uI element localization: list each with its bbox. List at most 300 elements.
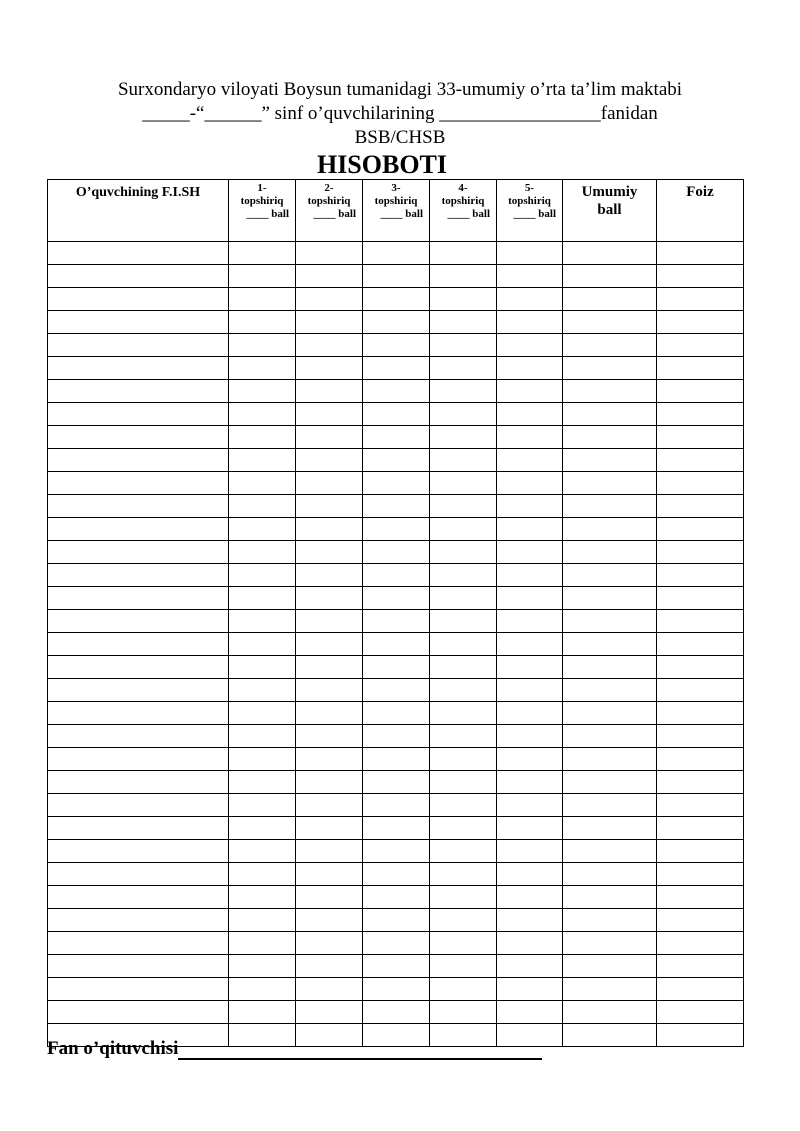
header-student-name: O’quvchining F.I.SH — [48, 180, 229, 242]
table-cell[interactable] — [296, 1001, 363, 1024]
table-cell[interactable] — [657, 955, 744, 978]
table-cell[interactable] — [657, 288, 744, 311]
table-cell[interactable] — [430, 380, 497, 403]
table-cell[interactable] — [296, 748, 363, 771]
table-cell[interactable] — [563, 334, 657, 357]
table-cell[interactable] — [563, 541, 657, 564]
table-cell[interactable] — [229, 633, 296, 656]
table-cell[interactable] — [363, 633, 430, 656]
table-cell[interactable] — [296, 449, 363, 472]
table-cell[interactable] — [497, 679, 563, 702]
table-cell[interactable] — [563, 978, 657, 1001]
table-cell[interactable] — [363, 817, 430, 840]
table-cell[interactable] — [48, 495, 229, 518]
table-cell[interactable] — [497, 955, 563, 978]
table-cell[interactable] — [497, 610, 563, 633]
table-cell[interactable] — [48, 518, 229, 541]
table-row — [48, 541, 744, 564]
table-cell[interactable] — [229, 725, 296, 748]
table-cell[interactable] — [563, 702, 657, 725]
table-cell[interactable] — [48, 587, 229, 610]
table-cell[interactable] — [657, 633, 744, 656]
table-cell[interactable] — [497, 909, 563, 932]
header-total-score — [563, 180, 657, 242]
table-cell[interactable] — [563, 817, 657, 840]
table-cell[interactable] — [563, 955, 657, 978]
table-cell[interactable] — [363, 725, 430, 748]
table-cell[interactable] — [430, 288, 497, 311]
table-cell[interactable] — [430, 633, 497, 656]
table-cell[interactable] — [563, 794, 657, 817]
table-cell[interactable] — [563, 771, 657, 794]
table-cell[interactable] — [229, 886, 296, 909]
table-cell[interactable] — [657, 725, 744, 748]
table-cell[interactable] — [430, 449, 497, 472]
table-cell[interactable] — [563, 449, 657, 472]
table-cell[interactable] — [229, 242, 296, 265]
table-cell[interactable] — [48, 840, 229, 863]
table-cell[interactable] — [657, 265, 744, 288]
table-cell[interactable] — [563, 357, 657, 380]
table-cell[interactable] — [229, 495, 296, 518]
table-cell[interactable] — [563, 288, 657, 311]
table-cell[interactable] — [296, 380, 363, 403]
table-cell[interactable] — [497, 403, 563, 426]
table-cell[interactable] — [497, 725, 563, 748]
task-score: ____ ball — [246, 208, 289, 220]
task-number: 5- — [524, 182, 535, 194]
table-cell[interactable] — [48, 978, 229, 1001]
table-cell[interactable] — [296, 472, 363, 495]
table-cell[interactable] — [563, 932, 657, 955]
table-cell[interactable] — [229, 472, 296, 495]
table-cell[interactable] — [657, 518, 744, 541]
table-cell[interactable] — [229, 978, 296, 1001]
table-cell[interactable] — [363, 909, 430, 932]
table-cell[interactable] — [430, 426, 497, 449]
table-cell[interactable] — [363, 242, 430, 265]
table-cell[interactable] — [296, 863, 363, 886]
table-cell[interactable] — [48, 380, 229, 403]
table-cell[interactable] — [48, 909, 229, 932]
table-cell[interactable] — [363, 288, 430, 311]
table-cell[interactable] — [430, 679, 497, 702]
table-cell[interactable] — [563, 1024, 657, 1047]
table-cell[interactable] — [657, 702, 744, 725]
table-cell[interactable] — [657, 817, 744, 840]
task-number: 4- — [458, 182, 468, 194]
table-cell[interactable] — [296, 564, 363, 587]
table-cell[interactable] — [48, 610, 229, 633]
table-cell[interactable] — [563, 472, 657, 495]
table-cell[interactable] — [363, 863, 430, 886]
task-word: topshiriq — [508, 195, 551, 207]
assessment-type: BSB/CHSB — [354, 127, 446, 148]
table-cell[interactable] — [430, 817, 497, 840]
table-cell[interactable] — [296, 817, 363, 840]
task-number: 3- — [391, 182, 401, 194]
table-cell[interactable] — [563, 840, 657, 863]
table-cell[interactable] — [296, 610, 363, 633]
table-cell[interactable] — [229, 679, 296, 702]
signature-blank[interactable] — [178, 1038, 542, 1060]
table-cell[interactable] — [657, 932, 744, 955]
table-cell[interactable] — [48, 564, 229, 587]
table-cell[interactable] — [296, 679, 363, 702]
table-cell[interactable] — [657, 748, 744, 771]
table-cell[interactable] — [430, 518, 497, 541]
table-cell[interactable] — [430, 771, 497, 794]
table-cell[interactable] — [430, 472, 497, 495]
table-cell[interactable] — [563, 679, 657, 702]
table-cell[interactable] — [48, 886, 229, 909]
table-cell[interactable] — [229, 449, 296, 472]
table-cell[interactable] — [363, 426, 430, 449]
table-cell[interactable] — [563, 265, 657, 288]
table-cell[interactable] — [363, 518, 430, 541]
table-cell[interactable] — [48, 288, 229, 311]
table-cell[interactable] — [497, 633, 563, 656]
table-cell[interactable] — [229, 541, 296, 564]
table-cell[interactable] — [563, 1001, 657, 1024]
table-cell[interactable] — [363, 771, 430, 794]
table-cell[interactable] — [229, 771, 296, 794]
table-cell[interactable] — [657, 334, 744, 357]
table-cell[interactable] — [657, 909, 744, 932]
table-cell[interactable] — [430, 564, 497, 587]
table-cell[interactable] — [229, 265, 296, 288]
table-cell[interactable] — [657, 1001, 744, 1024]
table-cell[interactable] — [657, 656, 744, 679]
table-cell[interactable] — [657, 886, 744, 909]
table-cell[interactable] — [430, 978, 497, 1001]
table-cell[interactable] — [48, 794, 229, 817]
table-cell[interactable] — [430, 909, 497, 932]
table-cell[interactable] — [657, 771, 744, 794]
table-cell[interactable] — [296, 587, 363, 610]
table-cell[interactable] — [430, 403, 497, 426]
teacher-label: Fan o’qituvchisi — [47, 1038, 179, 1059]
table-cell[interactable] — [363, 702, 430, 725]
table-cell[interactable] — [657, 357, 744, 380]
table-cell[interactable] — [497, 380, 563, 403]
table-cell[interactable] — [657, 426, 744, 449]
table-cell[interactable] — [497, 840, 563, 863]
table-cell[interactable] — [497, 656, 563, 679]
table-cell[interactable] — [563, 886, 657, 909]
table-cell[interactable] — [363, 978, 430, 1001]
table-cell[interactable] — [296, 495, 363, 518]
table-cell[interactable] — [48, 679, 229, 702]
task-score: ____ ball — [313, 208, 356, 220]
table-cell[interactable] — [296, 794, 363, 817]
table-cell[interactable] — [296, 311, 363, 334]
table-cell[interactable] — [363, 610, 430, 633]
table-cell[interactable] — [229, 656, 296, 679]
table-cell[interactable] — [657, 978, 744, 1001]
table-cell[interactable] — [563, 380, 657, 403]
table-cell[interactable] — [497, 932, 563, 955]
table-cell[interactable] — [430, 656, 497, 679]
table-cell[interactable] — [363, 495, 430, 518]
table-cell[interactable] — [229, 863, 296, 886]
table-cell[interactable] — [430, 886, 497, 909]
table-cell[interactable] — [497, 794, 563, 817]
table-cell[interactable] — [296, 771, 363, 794]
table-row — [48, 725, 744, 748]
table-cell[interactable] — [430, 541, 497, 564]
table-cell[interactable] — [229, 840, 296, 863]
table-row — [48, 311, 744, 334]
table-cell[interactable] — [48, 334, 229, 357]
total-label-1: Umumiy — [581, 184, 638, 200]
table-cell[interactable] — [296, 725, 363, 748]
table-cell[interactable] — [296, 840, 363, 863]
table-cell[interactable] — [497, 886, 563, 909]
table-cell[interactable] — [48, 863, 229, 886]
table-cell[interactable] — [363, 449, 430, 472]
table-cell[interactable] — [657, 403, 744, 426]
table-cell[interactable] — [497, 564, 563, 587]
table-cell[interactable] — [657, 541, 744, 564]
table-cell[interactable] — [363, 587, 430, 610]
table-cell[interactable] — [48, 748, 229, 771]
table-cell[interactable] — [497, 449, 563, 472]
table-row — [48, 633, 744, 656]
table-cell[interactable] — [430, 610, 497, 633]
table-cell[interactable] — [497, 748, 563, 771]
table-cell[interactable] — [497, 518, 563, 541]
table-cell[interactable] — [563, 656, 657, 679]
table-cell[interactable] — [363, 932, 430, 955]
table-cell[interactable] — [657, 863, 744, 886]
table-row — [48, 748, 744, 771]
table-row — [48, 771, 744, 794]
table-cell[interactable] — [48, 472, 229, 495]
table-cell[interactable] — [296, 932, 363, 955]
school-heading-line: Surxondaryo viloyati Boysun tumanidagi 33-umumiy o’rta ta’lim maktabi — [117, 79, 683, 100]
table-cell[interactable] — [430, 955, 497, 978]
table-cell[interactable] — [563, 587, 657, 610]
table-cell[interactable] — [363, 656, 430, 679]
table-cell[interactable] — [48, 633, 229, 656]
table-cell[interactable] — [229, 518, 296, 541]
table-cell[interactable] — [363, 886, 430, 909]
table-cell[interactable] — [48, 449, 229, 472]
table-cell[interactable] — [229, 564, 296, 587]
table-cell[interactable] — [563, 311, 657, 334]
table-cell[interactable] — [657, 587, 744, 610]
table-cell[interactable] — [229, 748, 296, 771]
table-cell[interactable] — [363, 794, 430, 817]
table-cell[interactable] — [430, 334, 497, 357]
table-cell[interactable] — [430, 265, 497, 288]
table-cell[interactable] — [563, 242, 657, 265]
table-cell[interactable] — [657, 472, 744, 495]
table-cell[interactable] — [229, 288, 296, 311]
table-cell[interactable] — [48, 771, 229, 794]
table-cell[interactable] — [430, 1001, 497, 1024]
table-cell[interactable] — [48, 541, 229, 564]
table-cell[interactable] — [657, 380, 744, 403]
table-cell[interactable] — [657, 311, 744, 334]
table-cell[interactable] — [296, 978, 363, 1001]
table-cell[interactable] — [497, 702, 563, 725]
table-cell[interactable] — [296, 242, 363, 265]
table-cell[interactable] — [430, 587, 497, 610]
table-cell[interactable] — [563, 748, 657, 771]
table-cell[interactable] — [497, 541, 563, 564]
task-score: ____ ball — [513, 208, 556, 220]
table-cell[interactable] — [563, 495, 657, 518]
table-cell[interactable] — [363, 403, 430, 426]
table-cell[interactable] — [363, 541, 430, 564]
table-cell[interactable] — [296, 357, 363, 380]
table-cell[interactable] — [657, 564, 744, 587]
table-cell[interactable] — [363, 334, 430, 357]
table-cell[interactable] — [363, 955, 430, 978]
table-cell[interactable] — [657, 449, 744, 472]
table-cell[interactable] — [296, 886, 363, 909]
table-cell[interactable] — [363, 1001, 430, 1024]
table-cell[interactable] — [48, 817, 229, 840]
table-cell[interactable] — [497, 334, 563, 357]
table-cell[interactable] — [48, 311, 229, 334]
table-row — [48, 909, 744, 932]
table-cell[interactable] — [229, 909, 296, 932]
table-cell[interactable] — [497, 472, 563, 495]
table-cell[interactable] — [296, 426, 363, 449]
table-cell[interactable] — [363, 679, 430, 702]
table-cell[interactable] — [430, 748, 497, 771]
table-cell[interactable] — [563, 564, 657, 587]
table-cell[interactable] — [229, 702, 296, 725]
table-cell[interactable] — [48, 265, 229, 288]
table-cell[interactable] — [497, 265, 563, 288]
table-cell[interactable] — [657, 679, 744, 702]
table-cell[interactable] — [229, 357, 296, 380]
table-cell[interactable] — [497, 242, 563, 265]
table-cell[interactable] — [48, 702, 229, 725]
table-cell[interactable] — [430, 311, 497, 334]
table-cell[interactable] — [48, 656, 229, 679]
table-cell[interactable] — [563, 725, 657, 748]
table-cell[interactable] — [296, 265, 363, 288]
table-cell[interactable] — [296, 909, 363, 932]
table-cell[interactable] — [229, 380, 296, 403]
table-cell[interactable] — [229, 311, 296, 334]
table-cell[interactable] — [48, 403, 229, 426]
table-cell[interactable] — [363, 748, 430, 771]
table-cell[interactable] — [229, 403, 296, 426]
table-cell[interactable] — [296, 633, 363, 656]
table-cell[interactable] — [48, 242, 229, 265]
table-cell[interactable] — [430, 840, 497, 863]
table-cell[interactable] — [430, 932, 497, 955]
table-cell[interactable] — [657, 840, 744, 863]
table-cell[interactable] — [229, 426, 296, 449]
table-cell[interactable] — [430, 702, 497, 725]
table-cell[interactable] — [296, 702, 363, 725]
table-cell[interactable] — [363, 357, 430, 380]
table-cell[interactable] — [229, 334, 296, 357]
table-cell[interactable] — [657, 794, 744, 817]
table-cell[interactable] — [363, 840, 430, 863]
table-cell[interactable] — [363, 311, 430, 334]
table-cell[interactable] — [497, 587, 563, 610]
table-cell[interactable] — [229, 794, 296, 817]
table-cell[interactable] — [430, 794, 497, 817]
table-cell[interactable] — [363, 472, 430, 495]
table-cell[interactable] — [296, 334, 363, 357]
table-cell[interactable] — [657, 1024, 744, 1047]
task-word: topshiriq — [374, 195, 418, 207]
table-cell[interactable] — [229, 955, 296, 978]
table-cell[interactable] — [48, 725, 229, 748]
task-number: 1- — [257, 182, 267, 194]
table-cell[interactable] — [48, 932, 229, 955]
header-task-3 — [363, 180, 430, 242]
table-cell[interactable] — [48, 955, 229, 978]
table-cell[interactable] — [497, 288, 563, 311]
table-cell[interactable] — [563, 863, 657, 886]
table-cell[interactable] — [497, 771, 563, 794]
table-cell[interactable] — [229, 1001, 296, 1024]
table-cell[interactable] — [497, 426, 563, 449]
table-cell[interactable] — [430, 725, 497, 748]
table-cell[interactable] — [296, 656, 363, 679]
table-cell[interactable] — [563, 426, 657, 449]
table-cell[interactable] — [430, 863, 497, 886]
task-word: topshiriq — [240, 195, 284, 207]
table-cell[interactable] — [497, 495, 563, 518]
table-cell[interactable] — [48, 357, 229, 380]
table-cell[interactable] — [497, 357, 563, 380]
table-cell[interactable] — [430, 242, 497, 265]
table-cell[interactable] — [497, 1001, 563, 1024]
table-cell[interactable] — [48, 426, 229, 449]
table-cell[interactable] — [497, 978, 563, 1001]
table-cell[interactable] — [497, 817, 563, 840]
table-cell[interactable] — [657, 495, 744, 518]
table-cell[interactable] — [296, 288, 363, 311]
table-cell[interactable] — [563, 403, 657, 426]
table-cell[interactable] — [430, 495, 497, 518]
table-cell[interactable] — [657, 610, 744, 633]
table-cell[interactable] — [363, 265, 430, 288]
table-cell[interactable] — [563, 909, 657, 932]
table-cell[interactable] — [229, 932, 296, 955]
table-cell[interactable] — [363, 380, 430, 403]
table-cell[interactable] — [48, 1001, 229, 1024]
table-cell[interactable] — [296, 403, 363, 426]
table-cell[interactable] — [497, 311, 563, 334]
table-cell[interactable] — [563, 518, 657, 541]
table-cell[interactable] — [296, 955, 363, 978]
table-cell[interactable] — [229, 610, 296, 633]
table-cell[interactable] — [363, 564, 430, 587]
table-cell[interactable] — [563, 633, 657, 656]
table-cell[interactable] — [296, 541, 363, 564]
table-cell[interactable] — [563, 610, 657, 633]
table-cell[interactable] — [229, 587, 296, 610]
table-cell[interactable] — [430, 357, 497, 380]
table-cell[interactable] — [657, 242, 744, 265]
table-cell[interactable] — [229, 817, 296, 840]
table-row — [48, 932, 744, 955]
table-cell[interactable] — [497, 863, 563, 886]
table-cell[interactable] — [296, 518, 363, 541]
